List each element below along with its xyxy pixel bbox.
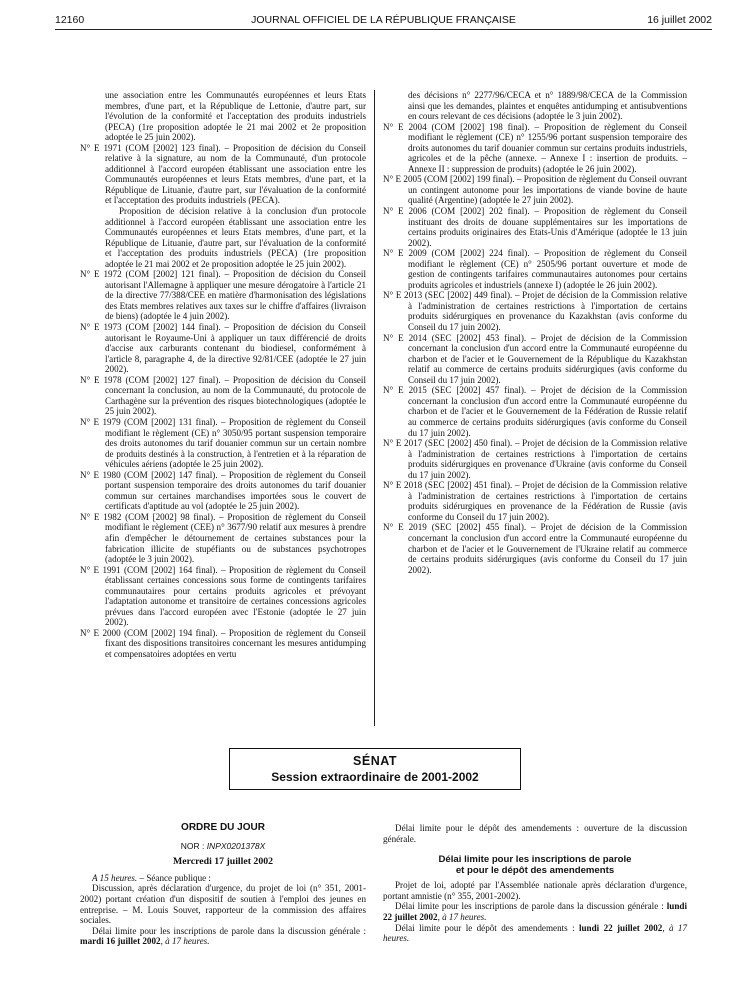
list-item: N° E 1971 (COM [2002] 123 final). – Proposition de décision du Conseil relative à la signature, au nom de la Communauté, d'un protocole additionnel à l'accord européen établissant une association entre les Communautés européennes et leurs Etats membres, d'une part, et la République de Lituanie, d'autre part, sur l'évaluation de la conformité et l'acceptation des produits industriels (PECA). [80,142,366,206]
projet-text: Projet de loi, adopté par l'Assemblée nationale après déclaration d'urgence, portant amnistie (n° 355, 2001-2002). [383,880,687,901]
column-divider [374,90,375,726]
senat-title: SÉNAT [353,754,397,768]
delais-title-line-2: et pour le dépôt des amendements [455,865,615,877]
list-item: N° E 2015 (SEC [2002] 457 final). – Projet de décision de la Commission concernant la conclusion d'un accord entre la Communauté européenne du charbon et de l'acier et le Gouvernement de la Fédération de Russie relatif au commerce de certains produits sidérurgiques (avis conforme du Conseil du 17 juin 2002). [383,385,687,438]
delais-title-line-1: Délai limite pour les inscriptions de parole [438,854,632,866]
delai-text: Délai limite pour les inscriptions de parole dans la discussion générale : [92,925,366,936]
delai-parole-time: , à 17 heures. [437,911,487,922]
delais-title [383,854,687,876]
nor-reference [80,841,366,852]
list-item: N° E 2004 (COM [2002] 198 final). – Proposition de règlement du Conseil modifiant le règlement (CE) n° 1255/96 portant suspension temporaire des droits autonomes du tarif douanier commun sur certains produits industriels, agricoles et de la pêche (annexe. – Annexe I : insertion de produits. – Annexe II : suppression de produits) (adoptée le 26 juin 2002). [383,121,687,174]
delais-section [383,823,687,944]
nor-label: NOR : [180,840,207,851]
list-item: N° E 1973 (COM [2002] 144 final). – Proposition de décision du Conseil autorisant le Royaume-Uni à appliquer un taux différencié de droits d'accise aux carburants contenant du biodiesel, conformément à l'article 8, paragraphe 4, de la directive 92/81/CEE (adoptée le 27 juin 2002). [80,322,366,375]
delai-amend-date: lundi 22 juillet 2002 [578,922,663,933]
list-item: N° E 2009 (COM [2002] 224 final). – Proposition de règlement du Conseil modifiant le règlement (CE) n° 2505/96 portant ouverture et mode de gestion de contingents tarifaires communautaires autonomes pour certains produits agricoles et industriels (annexe I) (adoptée le 26 juin 2002). [383,248,687,290]
seance-label: – Séance publique : [137,872,211,883]
page-number: 12160 [55,14,85,26]
nor-code: INPX0201378X [206,840,266,851]
discussion-text: Discussion, après déclaration d'urgence, du projet de loi (n° 351, 2001-2002) portant création d'un dispositif de soutien à l'emploi des jeunes en entreprise. – M. Louis Souvet, rapporteur de la commission des affaires sociales. [80,883,366,926]
list-item: N° E 1991 (COM [2002] 164 final). – Proposition de règlement du Conseil établissant certaines concessions sous forme de contingents tarifaires communautaires pour certains produits agricoles et prévoyant l'adaptation autonome et transitoire de certaines concessions agricoles prévues dans l'accord européen avec l'Estonie (adoptée le 27 juin 2002). [80,564,366,628]
list-item: N° E 1980 (COM [2002] 147 final). – Proposition de règlement du Conseil portant suspension temporaire des droits autonomes du tarif douanier commun sur certaines marchandises importées sous le couvert de certificats d'aptitude au vol (adoptée le 25 juin 2002). [80,469,366,512]
left-column [80,90,366,660]
header-rule [55,29,712,30]
list-item: N° E 2017 (SEC [2002] 450 final). – Projet de décision de la Commission relative à l'administration de certaines restrictions à l'importation de certains produits sidérurgiques en provenance d'Ukraine (avis conforme du Conseil du 17 juin 2002). [383,438,687,480]
list-item: N° E 1978 (COM [2002] 127 final). – Proposition de décision du Conseil concernant la conclusion, au nom de la Communauté, du protocole de Carthagène sur la prévention des risques biotechnologiques (adoptée le 25 juin 2002). [80,374,366,417]
session-time-line [80,873,366,884]
list-item: Proposition de décision relative à la conclusion d'un protocole additionnel à l'accord européen établissant une association entre les Communautés européennes et leurs Etats membres, d'une part, et la République de Lituanie, d'autre part, sur l'évaluation de la conformité et l'acceptation des produits industriels (PECA) (1re proposition adoptée le 21 mai 2002 et 2e proposition adoptée le 25 juin 2002). [105,206,366,269]
delai-parole-line [383,901,687,922]
senat-title-box [229,748,521,790]
delai-parole-date: lundi 22 juillet 2002 [383,901,687,922]
list-item: N° E 1982 (COM [2002] 98 final). – Proposition de règlement du Conseil modifiant le règlement (CEE) n° 3677/90 relatif aux mesures à prendre afin d'empêcher le détournement de certaines substances pour la fabrication illicite de stupéfiants ou de substances psychotropes (adoptée le 3 juin 2002). [80,511,366,565]
delai-parole [80,926,366,947]
list-item: N° E 1979 (COM [2002] 131 final). – Proposition de règlement du Conseil modifiant le règlement (CE) n° 3050/95 portant suspension temporaire des droits autonomes du tarif douanier commun sur un certain nombre de produits destinés à la construction, à l'entretien et à la réparation de véhicules aériens (adoptée le 25 juin 2002). [80,416,366,470]
delai-amend-line [383,923,687,944]
list-item: N° E 2013 (SEC [2002] 449 final). – Projet de décision de la Commission relative à l'administration de certaines restrictions à l'importation de certains produits sidérurgiques en provenance du Kazakhstan (avis conforme du Conseil du 17 juin 2002). [383,290,687,333]
session-time: A 15 heures. [92,872,138,883]
delai-time: , à 17 heures. [160,936,210,947]
right-intro: des décisions n° 2277/96/CECA et n° 1889/98/CECA de la Commission ainsi que les demandes, plaintes et enquêtes antidumping et antisubventions en cours relevant de ces décisions (adoptée le 3 juin 2002). [408,90,687,122]
list-item: N° E 2019 (SEC [2002] 455 final). – Projet de décision de la Commission concernant la conclusion d'un accord entre la Communauté européenne du charbon et de l'acier et le Gouvernement de l'Ukraine relatif au commerce de certains produits sidérurgiques (avis conforme du Conseil du 17 juin 2002). [383,522,687,575]
right-column [383,90,687,575]
list-item: N° E 2005 (COM [2002] 199 final). – Proposition de règlement du Conseil ouvrant un contingent autonome pour les importations de viande bovine de haute qualité (Argentine) (adoptée le 27 juin 2002). [383,174,687,206]
list-item: N° E 1972 (COM [2002] 121 final). – Proposition de décision du Conseil autorisant l'Allemagne à appliquer une mesure dérogatoire à l'article 21 de la directive 77/388/CEE en matière d'harmonisation des législations des Etats membres relatives aux taxes sur le chiffre d'affaires (livraison de biens) (adoptée le 4 juin 2002). [80,269,366,322]
left-intro: une association entre les Communautés européennes et leurs Etats membres, d'une part, et la République de Lettonie, d'autre part, sur l'évolution de la conformité et l'acceptation des produits industriels (PECA) (1re proposition adoptée le 21 mai 2002 et 2e proposition adoptée le 25 juin 2002). [105,90,366,143]
list-item: N° E 2018 (SEC [2002] 451 final). – Projet de décision de la Commission relative à l'administration de certaines restrictions à l'importation de certains produits sidérurgiques en provenance de la Fédération de Russie (avis conforme du Conseil du 17 juin 2002). [383,480,687,522]
list-item: N° E 2006 (COM [2002] 202 final). – Proposition de règlement du Conseil instituant des droits de douane supplémentaires sur les importations de certains produits originaires des Etats-Unis d'Amérique (adoptée le 13 juin 2002). [383,206,687,248]
journal-title: JOURNAL OFFICIEL DE LA RÉPUBLIQUE FRANÇAISE [251,14,516,26]
delai-amend-text: Délai limite pour le dépôt des amendements : [395,922,579,933]
session-date: Mercredi 17 juillet 2002 [172,856,274,868]
list-item: N° E 2014 (SEC [2002] 453 final). – Projet de décision de la Commission concernant la conclusion d'un accord entre la Communauté européenne du charbon et de l'acier et le Gouvernement de la République du Kazakhstan relatif au commerce de certains produits sidérurgiques (avis conforme du Conseil du 17 juin 2002). [383,332,687,385]
ordre-du-jour-section [80,823,366,947]
delai-date: mardi 16 juillet 2002 [80,936,161,947]
issue-date: 16 juillet 2002 [647,14,712,26]
session-subtitle: Session extraordinaire de 2001-2002 [271,770,479,784]
ordre-du-jour-heading: ORDRE DU JOUR [181,822,265,833]
delai-amend-time: , à 17 heures. [383,922,687,944]
page-header [55,12,712,28]
delai-parole-text: Délai limite pour les inscriptions de parole dans la discussion générale : [395,901,667,912]
amendements-text: Délai limite pour le dépôt des amendements : ouverture de la discussion générale. [383,823,687,844]
list-item: N° E 2000 (COM [2002] 194 final). – Proposition de règlement du Conseil fixant des dispositions transitoires concernant les mesures antidumping et compensatoires adoptées en vertu [80,627,366,659]
